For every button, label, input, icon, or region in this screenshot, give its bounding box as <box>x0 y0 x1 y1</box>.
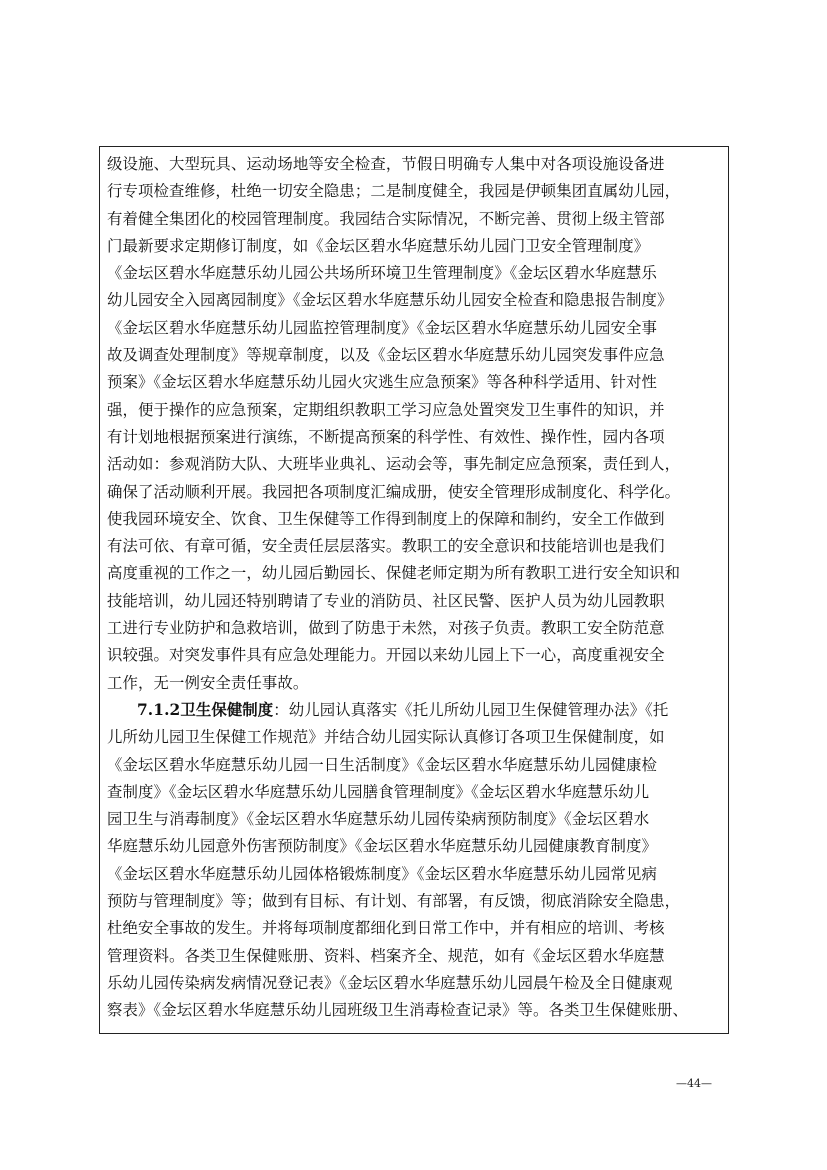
text-line: 《金坛区碧水华庭慧乐幼儿园一日生活制度》《金坛区碧水华庭慧乐幼儿园健康检 <box>107 755 657 774</box>
text-line: 《金坛区碧水华庭慧乐幼儿园公共场所环境卫生管理制度》《金坛区碧水华庭慧乐 <box>107 264 657 283</box>
text-line: 园卫生与消毒制度》《金坛区碧水华庭慧乐幼儿园传染病预防制度》《金坛区碧水 <box>107 810 650 829</box>
text-line: 有法可依、有章可循，安全责任层层落实。教职工的安全意识和技能培训也是我们 <box>107 537 665 556</box>
text-line: 高度重视的工作之一，幼儿园后勤园长、保健老师定期为所有教职工进行安全知识和 <box>107 564 681 583</box>
section-title: 卫生保健制度 <box>180 700 274 719</box>
text-line: 门最新要求定期修订制度，如《金坛区碧水华庭慧乐幼儿园门卫安全管理制度》 <box>107 236 650 255</box>
text-line: 察表》《金坛区碧水华庭慧乐幼儿园班级卫生消毒检查记录》等。各类卫生保健账册、 <box>107 1001 688 1020</box>
text-line: 确保了活动顺利开展。我园把各项制度汇编成册，使安全管理形成制度化、科学化。 <box>107 482 681 501</box>
text-line: 《金坛区碧水华庭慧乐幼儿园监控管理制度》《金坛区碧水华庭慧乐幼儿园安全事 <box>107 318 657 337</box>
paragraph-health-care-system <box>107 697 728 1025</box>
text-line: 杜绝安全事故的发生。并将每项制度都细化到日常工作中，并有相应的培训、考核 <box>107 919 665 938</box>
text-line: 《金坛区碧水华庭慧乐幼儿园体格锻炼制度》《金坛区碧水华庭慧乐幼儿园常见病 <box>107 864 657 883</box>
section-first-line-text: ：幼儿园认真落实《托儿所幼儿园卫生保健管理办法》《托 <box>273 700 669 719</box>
text-line: 预案》《金坛区碧水华庭慧乐幼儿园火灾逃生应急预案》等各种科学适用、针对性 <box>107 373 657 392</box>
text-line: 强，便于操作的应急预案，定期组织教职工学习应急处置突发卫生事件的知识，并 <box>107 400 665 419</box>
document-frame <box>99 146 729 1034</box>
text-line: 乐幼儿园传染病发病情况登记表》《金坛区碧水华庭慧乐幼儿园晨午检及全日健康观 <box>107 973 673 992</box>
text-line: 工作，无一例安全责任事故。 <box>107 673 309 692</box>
text-line: 预防与管理制度》等；做到有目标、有计划、有部署，有反馈，彻底消除安全隐患， <box>107 892 681 911</box>
text-line: 有着健全集团化的校园管理制度。我园结合实际情况，不断完善、贯彻上级主管部 <box>107 209 665 228</box>
text-line: 识较强。对突发事件具有应急处理能力。开园以来幼儿园上下一心，高度重视安全 <box>107 646 665 665</box>
text-line: 有计划地根据预案进行演练，不断提高预案的科学性、有效性、操作性，园内各项 <box>107 427 665 446</box>
text-line: 华庭慧乐幼儿园意外伤害预防制度》《金坛区碧水华庭慧乐幼儿园健康教育制度》 <box>107 837 657 856</box>
text-line: 级设施、大型玩具、运动场地等安全检查，节假日明确专人集中对各项设施设备进 <box>107 155 665 173</box>
text-line: 儿所幼儿园卫生保健工作规范》并结合幼儿园实际认真修订各项卫生保健制度，如 <box>107 728 665 747</box>
text-line: 工进行专业防护和急救培训，做到了防患于未然，对孩子负责。教职工安全防范意 <box>107 619 665 638</box>
text-line: 使我园环境安全、饮食、卫生保健等工作得到制度上的保障和制约，安全工作做到 <box>107 509 665 528</box>
text-line: 技能培训，幼儿园还特别聘请了专业的消防员、社区民警、医护人员为幼儿园教职 <box>107 591 665 610</box>
text-line: 幼儿园安全入园离园制度》《金坛区碧水华庭慧乐幼儿园安全检查和隐患报告制度》 <box>107 291 673 310</box>
text-line: 故及调查处理制度》等规章制度，以及《金坛区碧水华庭慧乐幼儿园突发事件应急 <box>107 346 665 365</box>
text-line: 管理资料。各类卫生保健账册、资料、档案齐全、规范，如有《金坛区碧水华庭慧 <box>107 946 665 965</box>
section-heading-line <box>107 697 728 724</box>
text-line: 查制度》《金坛区碧水华庭慧乐幼儿园膳食管理制度》《金坛区碧水华庭慧乐幼儿 <box>107 782 650 801</box>
section-number: 7.1.2 <box>137 700 181 719</box>
page-number: —44— <box>676 1077 712 1090</box>
text-line: 活动如：参观消防大队、大班毕业典礼、运动会等，事先制定应急预案，责任到人， <box>107 455 681 474</box>
text-line: 行专项检查维修，杜绝一切安全隐患；二是制度健全，我园是伊顿集团直属幼儿园， <box>107 182 681 201</box>
paragraph-safety-system <box>107 151 728 697</box>
